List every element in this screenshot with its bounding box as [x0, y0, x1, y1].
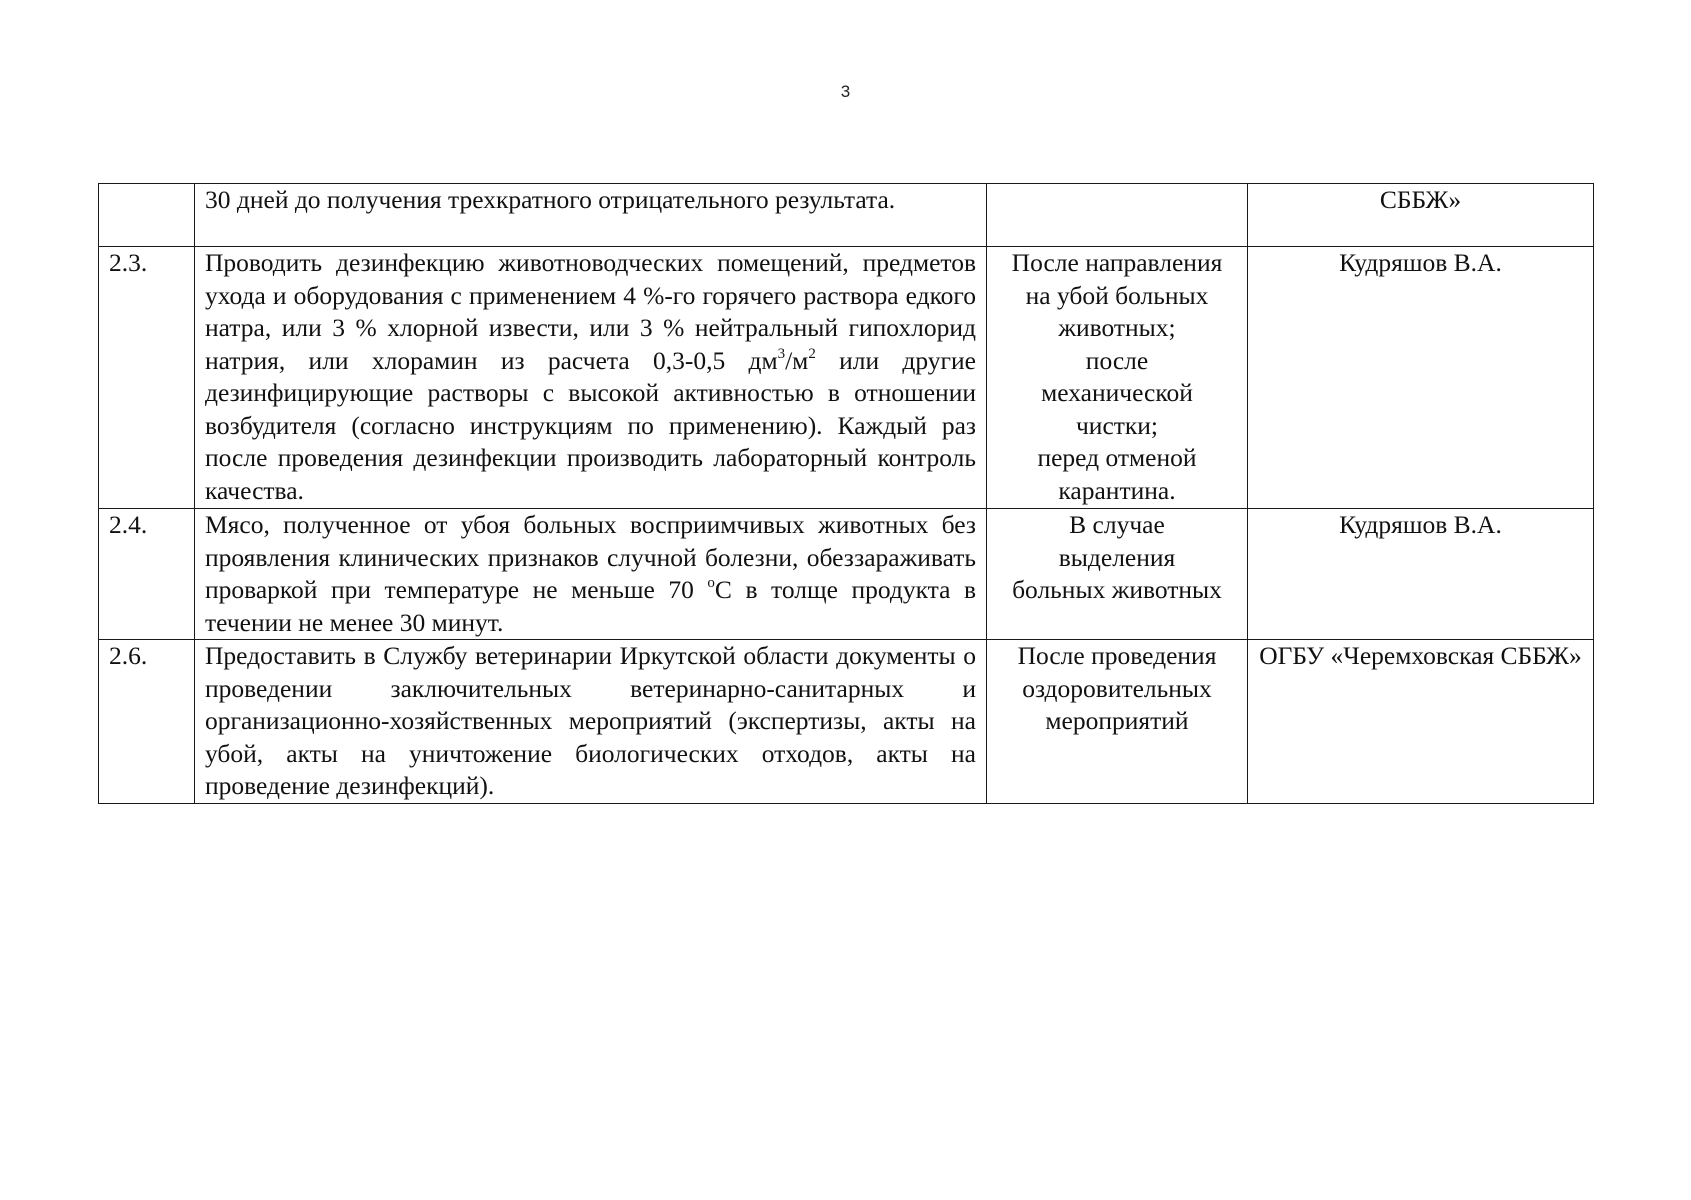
measure-text-cell: 30 дней до получения трехкратного отрицательного результата. [195, 184, 987, 247]
timing-line: чистки; [1075, 410, 1159, 440]
timing-line: больных животных [1012, 575, 1222, 604]
measure-text-cell [195, 247, 987, 509]
measure-text-cell [195, 509, 987, 640]
timing-line: После проведения [1017, 641, 1217, 670]
responsible-cell: Кудряшов В.А. [1248, 247, 1594, 509]
measures-table [98, 183, 1594, 804]
table-row [99, 184, 1594, 247]
row-number-cell: 2.6. [99, 640, 195, 804]
timing-line: перед отменой [1037, 443, 1197, 472]
timing-cell [987, 640, 1248, 804]
timing-line: выделения [1058, 542, 1176, 572]
timing-line: мероприятий [1045, 706, 1189, 735]
timing-line: После направления [1011, 248, 1223, 277]
measure-text: Проводить дезинфекцию животноводческих помещений, предметов ухода и оборудования с применением 4 %-го горячего раствора едкого натра, или 3 % хлорной извести, или 3 % нейтральный гипохлорид натрия, или хлорамин из расчета 0,3-0,5 дм [205, 248, 976, 375]
responsible-cell: ОГБУ «Черемховская СББЖ» [1248, 640, 1594, 804]
timing-line: механической [1041, 378, 1193, 407]
page-number: 3 [840, 82, 851, 101]
measure-text-cell: Предоставить в Службу ветеринарии Иркутской области документы о проведении заключительных ветеринарно-санитарных и организационно-хозяйственных мероприятий (экспертизы, акты на убой, акты на уничтожение биологических отходов, акты на проведение дезинфекций). [195, 640, 987, 804]
degree-sign: o [707, 575, 715, 591]
measure-text-unit: /м [785, 345, 809, 375]
timing-line: карантина. [1058, 475, 1176, 505]
row-number-cell [99, 184, 195, 247]
responsible-cell: Кудряшов В.А. [1248, 509, 1594, 640]
table-row [99, 640, 1594, 804]
timing-line: животных; [1058, 313, 1176, 342]
measure-text-rest: С в толще продукта в течении не менее 30 минут. [205, 575, 976, 637]
superscript-2: 2 [808, 345, 816, 362]
table-row [99, 247, 1594, 509]
row-number-cell: 2.3. [99, 247, 195, 509]
row-number-cell: 2.4. [99, 509, 195, 640]
superscript-3: 3 [777, 345, 786, 362]
timing-cell [987, 247, 1248, 509]
timing-line: В случае [1069, 510, 1165, 539]
timing-cell [987, 509, 1248, 640]
timing-line: после [1085, 345, 1149, 375]
responsible-cell: СББЖ» [1248, 184, 1594, 247]
table-row [99, 509, 1594, 640]
measure-text-rest: или другие дезинфицирующие растворы с высокой активностью в отношении возбудителя (согласно инструкциям по применению). Каждый раз после проведения дезинфекции производить лабораторный контроль качества. [205, 345, 976, 505]
timing-cell [987, 184, 1248, 247]
timing-line: на убой больных [1025, 280, 1209, 310]
timing-line: оздоровительных [1022, 673, 1212, 703]
measure-text: Мясо, полученное от убоя больных восприимчивых животных без проявления клинических признаков случной болезни, обеззараживать проваркой при температуре не меньше 70 [205, 510, 976, 604]
